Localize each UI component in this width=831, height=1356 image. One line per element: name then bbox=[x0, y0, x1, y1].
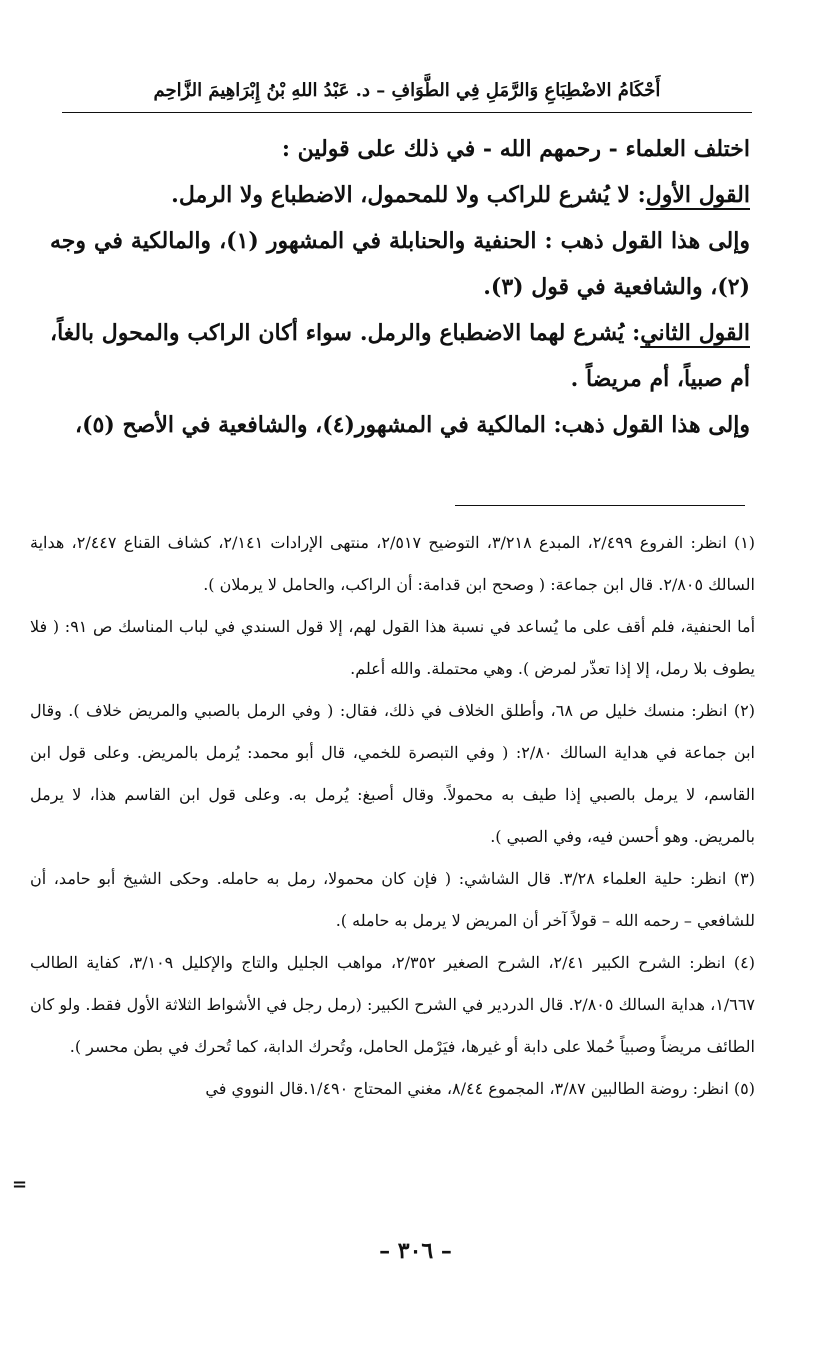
first-opinion-paragraph bbox=[50, 172, 750, 218]
first-opinion-label: القول الأول bbox=[645, 182, 750, 208]
footnote-1-continued: أما الحنفية، فلم أقف على ما يُساعد في نسبة هذا القول لهم، إلا قول السندي في لباب المناسك ص ٩١: ( فلا يطوف بلا رمل، إلا إذا تعذّر لمرض ). وهي محتملة. والله أعلم. bbox=[30, 617, 756, 678]
second-opinion-holders: وإلى هذا القول ذهب: المالكية في المشهور(٤)، والشافعية في الأصح (٥)، bbox=[75, 412, 750, 438]
first-opinion-text: : لا يُشرع للراكب ولا للمحمول، الاضطباع ولا الرمل. bbox=[171, 182, 646, 208]
continuation-mark: = bbox=[12, 1174, 28, 1195]
footnotes bbox=[30, 522, 755, 1110]
second-opinion-label: القول الثاني bbox=[640, 320, 750, 346]
intro-paragraph: اختلف العلماء - رحمهم الله - في ذلك على قولين : bbox=[281, 136, 750, 162]
main-text bbox=[50, 126, 750, 448]
header-rule bbox=[62, 112, 752, 113]
footnote-1: (١) انظر: الفروع ٢/٤٩٩، المبدع ٣/٢١٨، التوضيح ٢/٥١٧، منتهى الإرادات ٢/١٤١، كشاف القناع ٢/٤٤٧، هداية السالك ٢/٨٠٥. قال ابن جماعة: ( وصحح ابن قدامة: أن الراكب، والحامل لا يرملان ). bbox=[30, 533, 756, 594]
page-number: – ٣٠٦ – bbox=[379, 1238, 452, 1264]
footnote-4: (٤) انظر: الشرح الكبير ٢/٤١، الشرح الصغير ٢/٣٥٢، مواهب الجليل والتاج والإكليل ٣/١٠٩، كفاية الطالب ١/٦٦٧، هداية السالك ٢/٨٠٥. قال الدردير في الشرح الكبير: (رمل رجل في الأشواط الثلاثة الأول فقط. ولو كان الطائف مريضاً وصبياً حُملا على دابة أو غيرها، فيَرْمل الحامل، وتُحرك الدابة، كما تُحرك في بطن محسر ). bbox=[30, 953, 756, 1056]
footnote-5: (٥) انظر: روضة الطالبين ٣/٨٧، المجموع ٨/٤٤، مغني المحتاج ١/٤٩٠.قال النووي في bbox=[205, 1079, 755, 1098]
running-header: أَحْكَامُ الاضْطِبَاعِ وَالرَّمَلِ فِي الطَّوَافِ – د. عَبْدُ اللهِ بْنُ إِبْرَاهِيمَ الزَّاحِم bbox=[153, 80, 661, 101]
second-opinion-paragraph bbox=[50, 310, 750, 402]
first-opinion-holders: وإلى هذا القول ذهب : الحنفية والحنابلة في المشهور (١)، والمالكية في وجه (٢)، والشافعية في قول (٣). bbox=[50, 228, 750, 300]
second-opinion-text: : يُشرع لهما الاضطباع والرمل. سواء أكان الراكب والمحول بالغاً، أم صبياً، أم مريضاً . bbox=[50, 320, 750, 392]
footnote-2: (٢) انظر: منسك خليل ص ٦٨، وأطلق الخلاف في ذلك، فقال: ( وفي الرمل بالصبي والمريض خلاف ). وقال ابن جماعة في هداية السالك ٢/٨٠: ( وفي التبصرة للخمي، قال أبو محمد: يُرمل بالمريض. وعلى قول ابن القاسم، لا يرمل بالصبي إذا طيف به محمولاً. وقال أصبغ: يُرمل به. وعلى قول ابن القاسم هذا، لا يرمل بالمريض. وهو أحسن فيه، وفي الصبي ). bbox=[30, 701, 756, 846]
footnote-separator bbox=[455, 505, 745, 506]
footnote-3: (٣) انظر: حلية العلماء ٣/٢٨. قال الشاشي: ( فإن كان محمولا، رمل به حامله. وحكى الشيخ أبو حامد، أن للشافعي – رحمه الله – قولاً آخر أن المريض لا يرمل به حامله ). bbox=[30, 869, 756, 930]
